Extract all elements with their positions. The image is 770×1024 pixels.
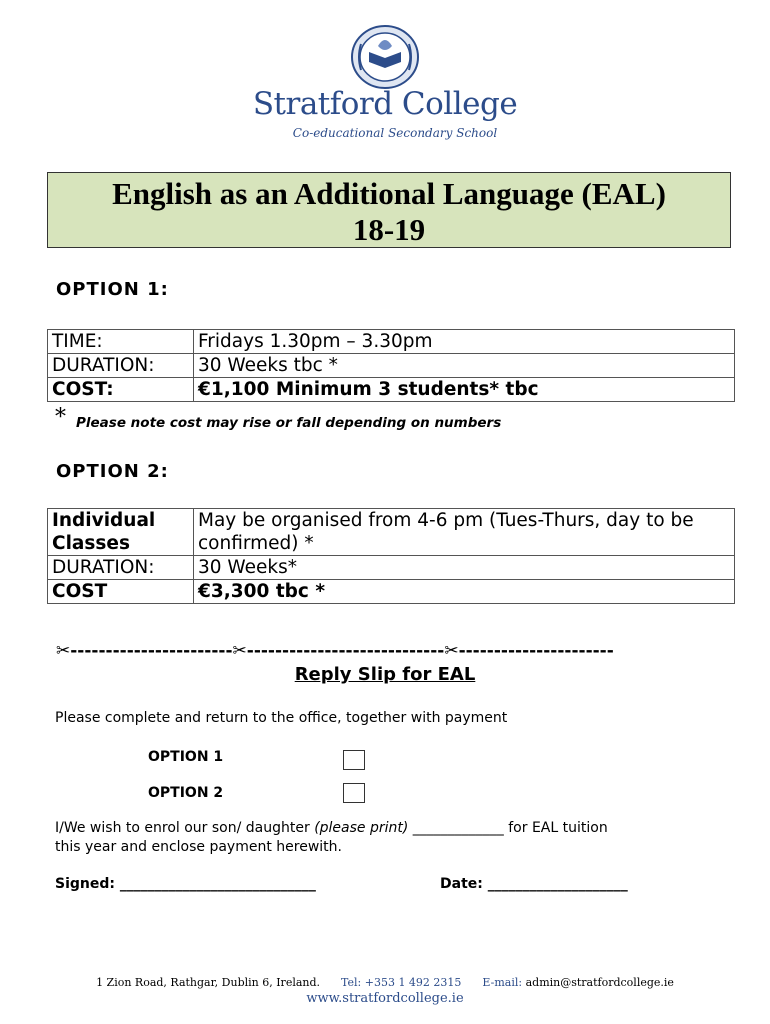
date-field[interactable]: Date: ____________________ [440,876,628,892]
enrol-text-d: this year and enclose payment herewith. [55,839,342,855]
option-2-label: OPTION 2 [148,785,224,801]
signature-field[interactable]: Signed: ____________________________ [55,876,316,892]
footer-email-link[interactable]: admin@stratfordcollege.ie [525,976,674,989]
title-line-2: 18-19 [352,212,426,247]
option-2-table [47,508,735,604]
option-1-heading: OPTION 1: [56,279,169,300]
cost-value: €3,300 tbc * [194,580,735,604]
option-1-table [47,329,735,402]
option-2-checkbox[interactable] [343,783,365,803]
cost-note: Please note cost may rise or fall depending on numbers [76,415,502,431]
option-1-label: OPTION 1 [148,749,224,765]
website-link[interactable]: www.stratfordcollege.ie [306,991,464,1006]
school-crest-icon [347,24,423,90]
document-title [47,172,731,248]
note-asterisk: * [55,405,66,430]
option-1-checkbox[interactable] [343,750,365,770]
table-row [48,556,735,580]
individual-classes-value: May be organised from 4-6 pm (Tues-Thurs, day to be confirmed) * [194,509,735,556]
reply-instruction: Please complete and return to the office, together with payment [55,710,508,726]
table-row [48,580,735,604]
college-name: Stratford College [252,86,518,122]
table-row [48,378,735,402]
college-subtitle: Co-educational Secondary School [292,126,498,140]
enrol-text-a: I/We wish to enrol our son/ daughter [55,820,315,836]
duration-value: 30 Weeks* [194,556,735,580]
duration-value: 30 Weeks tbc * [194,354,735,378]
cost-key: COST: [48,378,194,402]
time-value: Fridays 1.30pm – 3.30pm [194,330,735,354]
cost-value: €1,100 Minimum 3 students* tbc [194,378,735,402]
enrol-statement [55,819,735,857]
individual-classes-key: Individual Classes [48,509,194,556]
title-line-1: English as an Additional Language (EAL) [112,176,666,211]
child-name-field[interactable]: _____________ for EAL tuition [408,820,608,836]
reply-slip-title: Reply Slip for EAL [294,664,476,685]
footer-email-label: E-mail: [482,976,526,989]
footer-contact [0,976,770,989]
footer-tel: Tel: +353 1 492 2315 [341,976,462,989]
option-2-heading: OPTION 2: [56,461,169,482]
table-row [48,330,735,354]
footer-address: 1 Zion Road, Rathgar, Dublin 6, Ireland. [96,976,321,989]
time-key: TIME: [48,330,194,354]
cost-key: COST [48,580,194,604]
enrol-text-b: (please print) [314,820,409,836]
duration-key: DURATION: [48,354,194,378]
cut-line: ✂-----------------------✂----------------------------✂---------------------- [56,641,614,661]
table-row [48,509,735,556]
duration-key: DURATION: [48,556,194,580]
table-row [48,354,735,378]
